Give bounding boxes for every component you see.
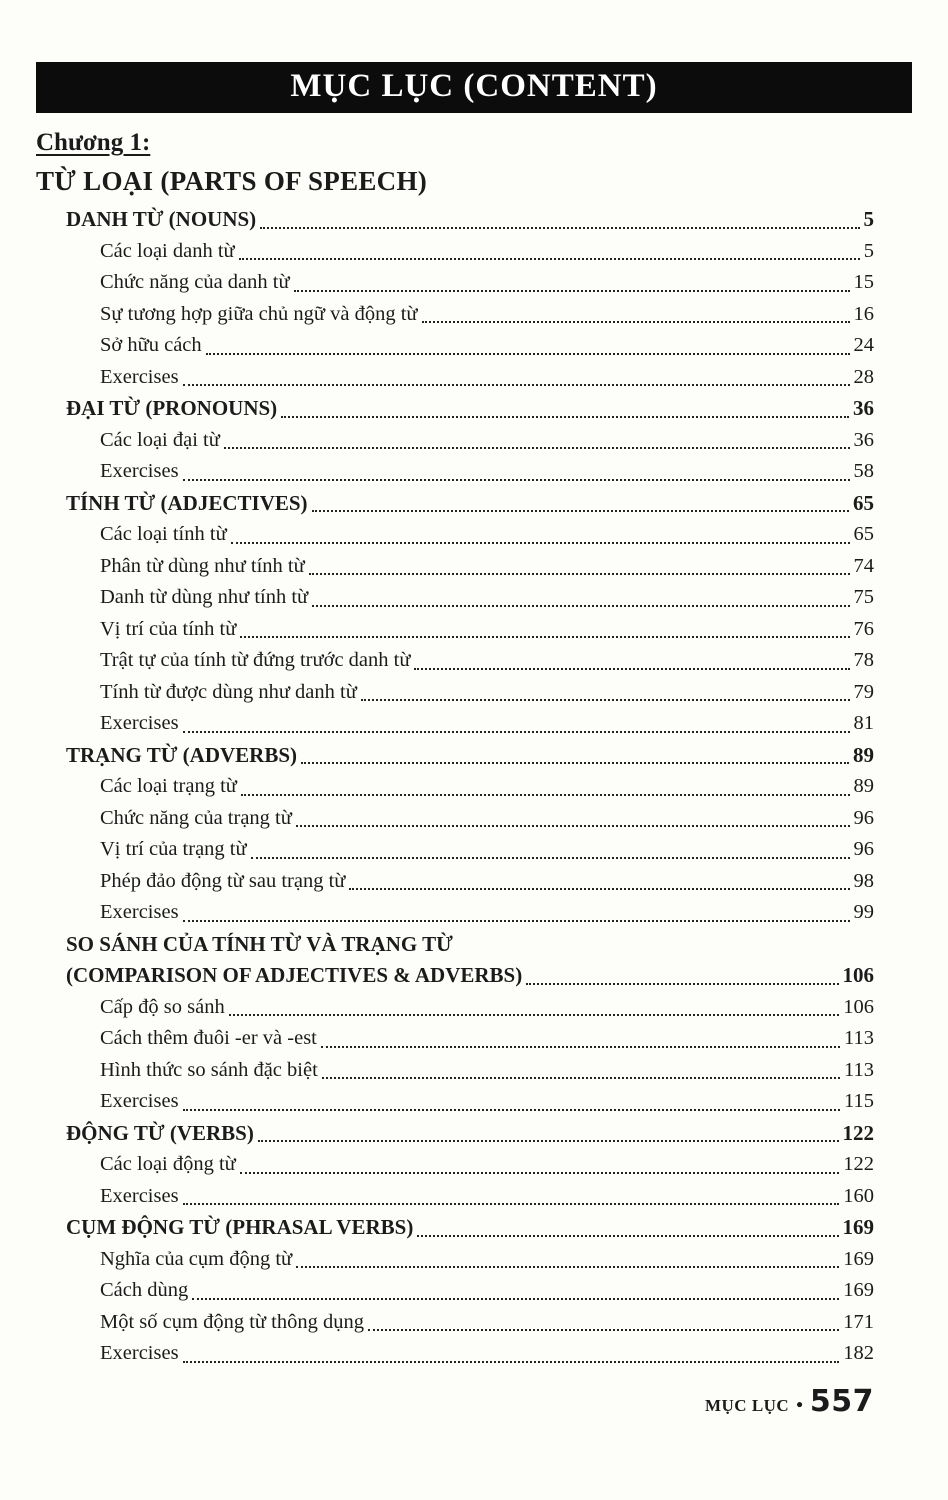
- toc-leader-dots: [183, 384, 850, 386]
- toc-leader-dots: [258, 1140, 839, 1142]
- toc-leader-dots: [361, 699, 850, 701]
- toc-leader-dots: [206, 353, 850, 355]
- toc-leader-dots: [183, 920, 850, 922]
- toc-entry-page: 28: [853, 365, 874, 388]
- toc-entry: [36, 582, 874, 614]
- toc-entry-label: Nghĩa của cụm động từ: [100, 1247, 293, 1270]
- toc-entry: [36, 834, 874, 866]
- footer-page-number: 557: [809, 1383, 874, 1419]
- toc-entry-page: 182: [843, 1342, 874, 1364]
- toc-entry-page: 169: [843, 1279, 874, 1301]
- toc-entry-page: 89: [853, 742, 874, 767]
- content-banner: [36, 62, 912, 113]
- toc-entry: [36, 488, 874, 520]
- toc-entry: [36, 771, 874, 803]
- toc-entry: [36, 1118, 874, 1150]
- toc-entry-page: 74: [853, 554, 874, 577]
- toc-entry: [36, 1086, 874, 1118]
- toc-entry: [36, 803, 874, 835]
- toc-entry-page: 106: [842, 963, 874, 987]
- toc-leader-dots: [229, 1014, 840, 1016]
- footer-section-label: MỤC LỤC: [704, 1395, 790, 1415]
- toc-entry-page: 113: [844, 1027, 874, 1049]
- toc-leader-dots: [240, 636, 849, 638]
- toc-leader-dots: [183, 479, 850, 481]
- toc-entry: [36, 204, 874, 236]
- toc-leader-dots: [241, 794, 850, 796]
- toc-entry-page: 98: [853, 869, 874, 892]
- toc-leader-dots: [183, 1361, 840, 1363]
- toc-entry-label: TRẠNG TỪ (ADVERBS): [66, 742, 298, 767]
- toc-leader-dots: [301, 762, 849, 764]
- toc-entry-label: Một số cụm động từ thông dụng: [100, 1310, 364, 1333]
- toc-entry-page: 89: [853, 775, 874, 797]
- toc-entry-label: Tính từ được dùng như danh từ: [100, 680, 357, 703]
- toc-entry-label: Vị trí của tính từ: [100, 617, 237, 640]
- toc-entry: [36, 299, 874, 331]
- toc-entry-page: 58: [853, 460, 874, 482]
- toc-entry: [36, 929, 874, 961]
- toc-leader-dots: [260, 227, 859, 229]
- toc-leader-dots: [294, 290, 850, 292]
- toc-entry-page: 115: [844, 1090, 874, 1112]
- toc-entry-page: 122: [843, 1153, 874, 1175]
- toc-entry-label: (COMPARISON OF ADJECTIVES & ADVERBS): [66, 963, 523, 987]
- toc-entry: [36, 992, 874, 1024]
- toc-entry: [36, 551, 874, 583]
- toc-entry-page: 76: [853, 617, 874, 640]
- toc-entry-label: Các loại động từ: [100, 1153, 236, 1175]
- toc-entry-label: Sự tương hợp giữa chủ ngữ và động từ: [100, 302, 418, 325]
- toc-leader-dots: [417, 1235, 838, 1237]
- toc-leader-dots: [239, 258, 860, 260]
- toc-leader-dots: [526, 983, 838, 985]
- toc-entry-label: Sở hữu cách: [100, 334, 202, 356]
- toc-leader-dots: [224, 447, 850, 449]
- toc-entry: [36, 1244, 874, 1276]
- toc-entry-label: ĐẠI TỪ (PRONOUNS): [66, 396, 278, 420]
- toc-entry-page: 78: [853, 649, 874, 671]
- toc-entry-label: Exercises: [100, 712, 179, 734]
- toc-leader-dots: [183, 731, 850, 733]
- toc-leader-dots: [281, 416, 849, 418]
- toc-entry-label: CỤM ĐỘNG TỪ (PHRASAL VERBS): [66, 1215, 414, 1239]
- toc-entry: [36, 393, 874, 425]
- toc-entry: [36, 1338, 874, 1370]
- toc-entry-page: 79: [853, 680, 874, 703]
- toc-entry-page: 96: [853, 806, 874, 829]
- toc-entry-page: 96: [853, 838, 874, 860]
- toc-entry-page: 65: [853, 523, 874, 545]
- toc-entry-label: Exercises: [100, 460, 179, 482]
- toc-entry: [36, 677, 874, 709]
- toc-entry-label: Cách dùng: [100, 1279, 189, 1301]
- toc-entry-page: 122: [842, 1120, 874, 1145]
- toc-leader-dots: [349, 888, 849, 890]
- toc-entry-page: 15: [853, 271, 874, 293]
- toc-entry-page: 36: [853, 428, 874, 451]
- toc-entry: [36, 960, 874, 992]
- toc-leader-dots: [296, 1266, 839, 1268]
- toc-leader-dots: [231, 542, 850, 544]
- toc-entry-label: Hình thức so sánh đặc biệt: [100, 1058, 318, 1081]
- toc-entry-label: Trật tự của tính từ đứng trước danh từ: [100, 649, 411, 671]
- chapter-title: TỪ LOẠI (PARTS OF SPEECH): [36, 166, 428, 196]
- toc-entry: [36, 645, 874, 677]
- toc-entry-label: Các loại danh từ: [100, 239, 235, 262]
- toc-entry-page: 75: [853, 586, 874, 608]
- toc-entry-label: Chức năng của trạng từ: [100, 806, 292, 829]
- toc-entry-label: Cấp độ so sánh: [100, 995, 225, 1018]
- toc-entry: [36, 362, 874, 394]
- toc-entry-label: Các loại đại từ: [100, 428, 220, 451]
- toc-entry-page: 5: [863, 207, 874, 231]
- toc-entry: [36, 456, 874, 488]
- toc-leader-dots: [312, 510, 849, 512]
- toc-entry-label: Các loại trạng từ: [100, 775, 237, 797]
- toc-leader-dots: [422, 321, 850, 323]
- toc-leader-dots: [309, 573, 850, 575]
- toc-entry-page: 106: [843, 995, 874, 1018]
- chapter-label: Chương 1:: [36, 129, 151, 156]
- toc-entry-label: DANH TỪ (NOUNS): [66, 207, 257, 231]
- footer-bullet-separator: •: [796, 1394, 803, 1416]
- toc-list: [36, 204, 912, 1370]
- toc-entry: [36, 866, 874, 898]
- toc-entry-page: 65: [853, 490, 874, 515]
- toc-leader-dots: [368, 1329, 839, 1331]
- toc-leader-dots: [183, 1203, 840, 1205]
- toc-entry-page: 160: [843, 1184, 874, 1207]
- toc-entry-label: Exercises: [100, 1342, 179, 1364]
- toc-entry-page: 36: [853, 396, 874, 420]
- toc-entry: [36, 1212, 874, 1244]
- toc-leader-dots: [414, 668, 849, 670]
- toc-entry-page: 16: [853, 302, 874, 325]
- page-footer: [36, 1384, 912, 1419]
- toc-leader-dots: [296, 825, 850, 827]
- toc-entry-page: 99: [853, 901, 874, 923]
- toc-entry: [36, 1149, 874, 1181]
- toc-entry: [36, 425, 874, 457]
- toc-entry-label: ĐỘNG TỪ (VERBS): [66, 1120, 254, 1145]
- toc-entry-label: TÍNH TỪ (ADJECTIVES): [66, 490, 308, 515]
- toc-entry: [36, 1055, 874, 1087]
- toc-entry-page: 169: [843, 1247, 874, 1270]
- toc-entry: [36, 1307, 874, 1339]
- toc-entry: [36, 1275, 874, 1307]
- toc-entry-label: Danh từ dùng như tính từ: [100, 586, 309, 608]
- toc-entry-page: 169: [842, 1215, 874, 1239]
- toc-entry: [36, 330, 874, 362]
- toc-entry: [36, 708, 874, 740]
- toc-entry-label: Phép đảo động từ sau trạng từ: [100, 869, 346, 892]
- toc-leader-dots: [183, 1109, 840, 1111]
- toc-entry-label: Chức năng của danh từ: [100, 271, 290, 293]
- toc-leader-dots: [240, 1172, 839, 1174]
- toc-leader-dots: [322, 1077, 840, 1079]
- toc-entry-page: 113: [844, 1058, 874, 1081]
- toc-entry-label: Exercises: [100, 1090, 179, 1112]
- toc-entry: [36, 740, 874, 772]
- page-title: MỤC LỤC (CONTENT): [290, 68, 658, 104]
- toc-entry-page: 81: [853, 712, 874, 734]
- toc-entry-label: Exercises: [100, 365, 179, 388]
- toc-entry: [36, 614, 874, 646]
- toc-leader-dots: [321, 1046, 840, 1048]
- toc-entry-label: Exercises: [100, 1184, 179, 1207]
- toc-entry-page: 24: [853, 334, 874, 356]
- toc-entry-page: 5: [863, 239, 874, 262]
- toc-entry: [36, 897, 874, 929]
- toc-entry-label: Các loại tính từ: [100, 523, 227, 545]
- toc-entry: [36, 1181, 874, 1213]
- toc-entry-label: SO SÁNH CỦA TÍNH TỪ VÀ TRẠNG TỪ: [66, 931, 453, 956]
- toc-entry: [36, 236, 874, 268]
- toc-entry: [36, 1023, 874, 1055]
- toc-entry-label: Cách thêm đuôi -er và -est: [100, 1027, 317, 1049]
- toc-entry-label: Vị trí của trạng từ: [100, 838, 247, 860]
- toc-entry-page: 171: [843, 1310, 874, 1333]
- toc-entry-label: Phân từ dùng như tính từ: [100, 554, 305, 577]
- toc-leader-dots: [312, 605, 849, 607]
- toc-entry: [36, 519, 874, 551]
- toc-entry: [36, 267, 874, 299]
- toc-entry-label: Exercises: [100, 901, 179, 923]
- toc-leader-dots: [251, 857, 850, 859]
- toc-leader-dots: [192, 1298, 839, 1300]
